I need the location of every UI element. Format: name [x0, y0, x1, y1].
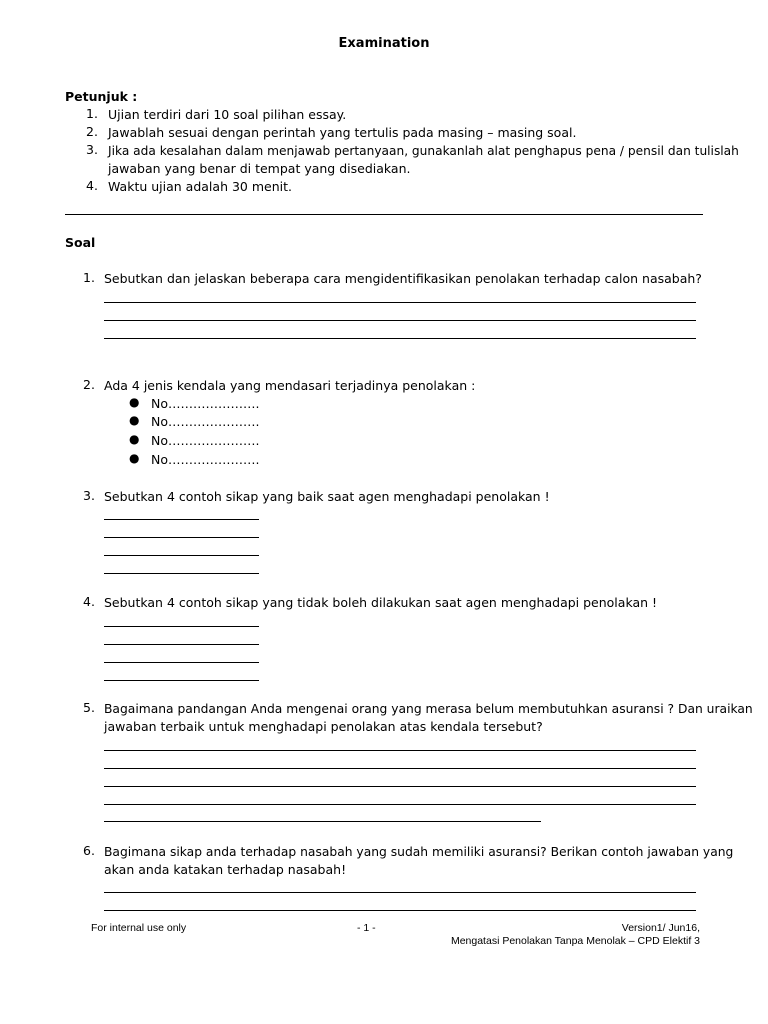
question-text: Bagaimana pandangan Anda mengenai orang yang merasa belum membutuhkan asuransi ? Dan uraikan — [104, 702, 753, 716]
answer-line[interactable] — [104, 804, 696, 805]
question-number: 5. — [83, 700, 95, 715]
bullet-answer: No…………………. — [151, 396, 260, 411]
answer-line[interactable] — [104, 302, 696, 303]
instruction-text: Jawablah sesuai dengan perintah yang tertulis pada masing – masing soal. — [108, 125, 577, 140]
footer-left: For internal use only — [91, 922, 187, 934]
instruction-number: 4. — [86, 178, 98, 193]
instruction-number: 3. — [86, 142, 98, 157]
answer-line[interactable] — [104, 320, 696, 321]
instruction-number: 2. — [86, 124, 98, 139]
instruction-text: jawaban yang benar di tempat yang disediakan. — [108, 161, 411, 176]
answer-line[interactable] — [104, 537, 259, 538]
question-number: 3. — [83, 488, 95, 503]
answer-line[interactable] — [104, 626, 259, 627]
question-text: Sebutkan 4 contoh sikap yang tidak boleh dilakukan saat agen menghadapi penolakan ! — [104, 595, 658, 610]
answer-line[interactable] — [104, 750, 696, 751]
question-text: Bagimana sikap anda terhadap nasabah yang sudah memiliki asuransi? Berikan contoh jawaban yang — [104, 845, 734, 859]
answer-line[interactable] — [104, 662, 259, 663]
bullet-icon: ● — [129, 395, 140, 409]
section-divider — [65, 214, 703, 215]
question-number: 6. — [83, 843, 95, 858]
bullet-answer: No…………………. — [151, 452, 260, 467]
question-text: akan anda katakan terhadap nasabah! — [104, 862, 347, 877]
question-number: 4. — [83, 594, 95, 609]
footer-version: Version1/ Jun16, — [621, 922, 700, 934]
bullet-icon: ● — [129, 451, 140, 465]
question-number: 1. — [83, 270, 95, 285]
question-text: jawaban terbaik untuk menghadapi penolakan atas kendala tersebut? — [104, 719, 543, 734]
answer-line[interactable] — [104, 892, 696, 893]
answer-line[interactable] — [104, 519, 259, 520]
answer-line[interactable] — [104, 338, 696, 339]
instruction-number: 1. — [86, 106, 98, 121]
question-text: Ada 4 jenis kendala yang mendasari terjadinya penolakan : — [104, 378, 476, 393]
page-number: - 1 - — [357, 922, 376, 934]
bullet-icon: ● — [129, 432, 140, 446]
question-text: Sebutkan 4 contoh sikap yang baik saat agen menghadapi penolakan ! — [104, 489, 550, 504]
bullet-icon: ● — [129, 413, 140, 427]
instruction-text: Waktu ujian adalah 30 menit. — [108, 179, 292, 194]
answer-line[interactable] — [104, 910, 696, 911]
answer-line[interactable] — [104, 555, 259, 556]
answer-line[interactable] — [104, 644, 259, 645]
answer-line[interactable] — [104, 786, 696, 787]
answer-line[interactable] — [104, 821, 541, 822]
question-number: 2. — [83, 377, 95, 392]
bullet-answer: No…………………. — [151, 414, 260, 429]
answer-line[interactable] — [104, 680, 259, 681]
section-heading: Soal — [65, 235, 96, 250]
document-title: Examination — [338, 36, 430, 51]
footer-doc-title: Mengatasi Penolakan Tanpa Menolak – CPD Elektif 3 — [450, 935, 700, 947]
question-text: Sebutkan dan jelaskan beberapa cara mengidentifikasikan penolakan terhadap calon nasabah? — [104, 271, 702, 286]
answer-line[interactable] — [104, 573, 259, 574]
answer-line[interactable] — [104, 768, 696, 769]
instruction-text: Ujian terdiri dari 10 soal pilihan essay. — [108, 107, 347, 122]
bullet-answer: No…………………. — [151, 433, 260, 448]
instructions-heading: Petunjuk : — [65, 89, 138, 104]
instruction-text: Jika ada kesalahan dalam menjawab pertanyaan, gunakanlah alat penghapus pena / pensil dan tulislah — [108, 144, 739, 158]
